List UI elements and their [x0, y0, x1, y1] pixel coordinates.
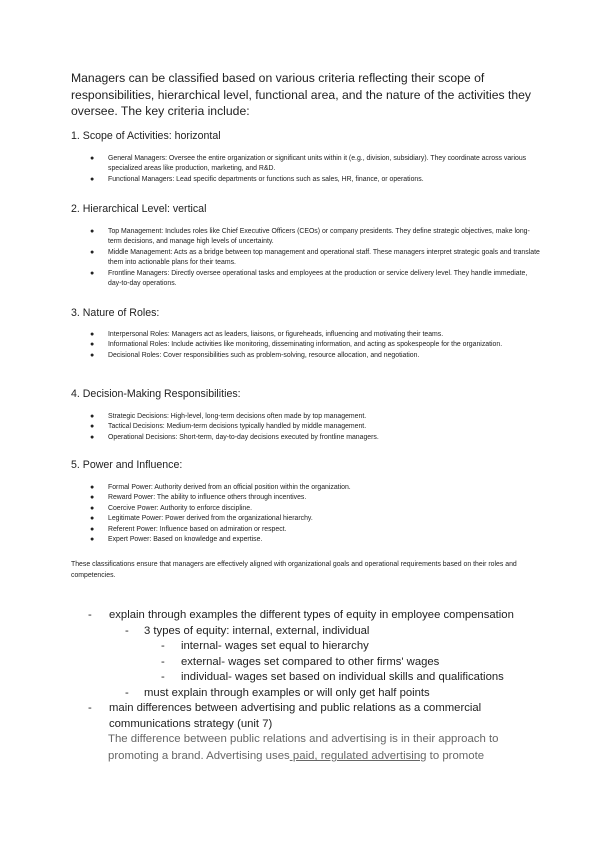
bullet-icon: ●	[90, 269, 95, 277]
list-item: ● Reward Power: The ability to influence others through incentives.	[71, 493, 541, 503]
list-item: ● Informational Roles: Include activities like monitoring, disseminating information, and acting as spokespeople for the organization.	[71, 340, 541, 350]
outline-subitem: - must explain through examples or will only get half points	[88, 686, 568, 702]
section-heading-power: 5. Power and Influence:	[71, 459, 183, 471]
list-item: ● Tactical Decisions: Medium-term decisions typically handled by middle management.	[71, 422, 541, 432]
bullet-icon: ●	[90, 536, 95, 544]
outline-item-continuation: communications strategy (unit 7)	[109, 717, 273, 730]
bullet-icon: ●	[90, 351, 95, 359]
dash-marker: -	[88, 609, 92, 621]
section-heading-scope: 1. Scope of Activities: horizontal	[71, 130, 221, 142]
list-item: ● Middle Management: Acts as a bridge between top management and operational staff. These managers interpret strategic goals and translate them into actionable plans for their teams.	[90, 248, 540, 267]
bullet-icon: ●	[90, 515, 95, 523]
section-heading-roles: 3. Nature of Roles:	[71, 307, 160, 319]
list-item: ● Functional Managers: Lead specific departments or functions such as sales, HR, finance, or operations.	[71, 175, 541, 185]
list-item: ● Frontline Managers: Directly oversee operational tasks and employees at the production or service delivery level. They handle immediate, day-to-day operations.	[90, 269, 528, 288]
list-item: ● Top Management: Includes roles like Chief Executive Officers (CEOs) or company presidents. They define strategic objectives, make long-term decisions, and manage high levels of uncertainty.	[90, 228, 530, 246]
section-list-roles	[71, 330, 541, 361]
section-list-hierarchy	[71, 227, 541, 289]
underlined-phrase: paid, regulated advertising	[289, 750, 427, 762]
outline-item: - main differences between advertising and public relations as a commercial	[88, 701, 568, 717]
bullet-icon: ●	[90, 228, 95, 235]
list-item: ● Legitimate Power: Power derived from the organizational hierarchy.	[71, 514, 541, 524]
bullet-icon: ●	[90, 494, 95, 502]
list-item: ● Decisional Roles: Cover responsibilities such as problem-solving, resource allocation, and negotiation.	[71, 351, 541, 361]
outline-subsubitem: - internal- wages set equal to hierarchy	[88, 639, 568, 655]
dash-marker: -	[161, 640, 165, 652]
bullet-icon: ●	[90, 525, 95, 533]
list-item: ● General Managers: Oversee the entire organization or significant units within it (e.g., division, subsidiary). They coordinate across various specialized areas like production, marketing, and R&D.	[90, 155, 527, 173]
list-item: ● Interpersonal Roles: Managers act as leaders, liaisons, or figureheads, influencing and motivating their teams.	[71, 330, 541, 340]
section-list-scope	[71, 154, 541, 185]
bullet-icon: ●	[90, 155, 95, 162]
outline-subitem: - 3 types of equity: internal, external, individual	[88, 624, 568, 640]
bullet-icon: ●	[90, 423, 95, 431]
dash-marker: -	[125, 686, 129, 699]
outline-subsubitem: - external- wages set compared to other firms' wages	[88, 655, 568, 671]
outline-subsubitem: - individual- wages set based on individual skills and qualifications	[88, 670, 568, 686]
bullet-icon: ●	[90, 331, 95, 338]
bullet-icon: ●	[90, 504, 95, 512]
intro-paragraph: Managers can be classified based on various criteria reflecting their scope of responsibilities, hierarchical level, functional area, and the nature of the activities they oversee. The key criteria include:	[71, 71, 531, 118]
dash-marker: -	[88, 702, 92, 714]
dash-marker: -	[161, 655, 165, 668]
bullet-icon: ●	[90, 248, 95, 256]
bullet-icon: ●	[90, 433, 95, 441]
list-item: ● Referent Power: Influence based on admiration or respect.	[71, 525, 541, 535]
section-list-decisions	[71, 412, 541, 443]
list-item: ● Strategic Decisions: High-level, long-term decisions often made by top management.	[71, 412, 541, 422]
section-heading-decisions: 4. Decision-Making Responsibilities:	[71, 388, 241, 400]
answer-paragraph	[108, 731, 528, 765]
list-item: ● Operational Decisions: Short-term, day-to-day decisions executed by frontline managers.	[71, 433, 541, 443]
section-heading-hierarchy: 2. Hierarchical Level: vertical	[71, 203, 207, 215]
bullet-icon: ●	[90, 175, 95, 183]
closing-paragraph: These classifications ensure that managers are effectively aligned with organizational goals and operational requirements based on their roles and competencies.	[71, 561, 517, 579]
answer-line: promoting a brand. Advertising uses paid, regulated advertising to promote	[108, 750, 485, 762]
list-item: ● Expert Power: Based on knowledge and expertise.	[71, 535, 541, 545]
list-item: ● Formal Power: Authority derived from an official position within the organization.	[71, 483, 541, 493]
outline-item: - explain through examples the different types of equity in employee compensation	[88, 608, 568, 624]
dash-marker: -	[125, 624, 129, 637]
section-list-power	[71, 483, 541, 545]
bullet-icon: ●	[90, 341, 95, 349]
bullet-icon: ●	[90, 413, 95, 420]
bullet-icon: ●	[90, 484, 95, 491]
dash-marker: -	[161, 671, 165, 683]
answer-line: The difference between public relations and advertising is in their approach to	[108, 733, 499, 745]
list-item: ● Coercive Power: Authority to enforce discipline.	[71, 504, 541, 514]
outline-notes	[88, 608, 568, 732]
